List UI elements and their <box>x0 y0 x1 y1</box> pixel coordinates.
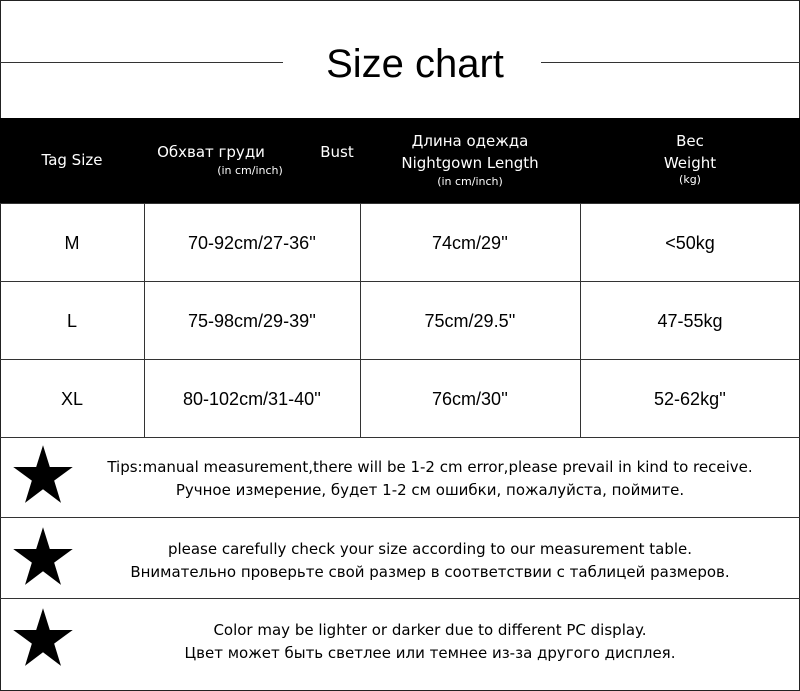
table-header <box>0 118 800 203</box>
column-divider <box>144 203 145 437</box>
title-rule-left <box>0 62 283 63</box>
star-icon <box>12 526 74 588</box>
page-title: Size chart <box>326 42 504 86</box>
note-text-ru: Ручное измерение, будет 1-2 см ошибки, пожалуйста, поймите. <box>175 481 685 499</box>
header-length-ru: Длина одежда <box>411 132 529 150</box>
note-row <box>0 517 800 599</box>
cell-weight: 47-55kg <box>657 310 723 331</box>
note-text-ru: Внимательно проверьте свой размер в соответствии с таблицей размеров. <box>130 563 730 581</box>
header-length-en: Nightgown Length <box>401 154 539 172</box>
cell-length: 74cm/29'' <box>432 232 508 253</box>
column-divider <box>580 203 581 437</box>
table-row <box>0 359 800 438</box>
cell-size: L <box>66 310 77 331</box>
header-bust-ru: Обхват груди <box>157 143 265 161</box>
header-tag-size: Tag Size <box>41 151 103 169</box>
note-row <box>0 598 800 690</box>
header-weight-unit: (kg) <box>679 173 701 186</box>
note-text-en: please carefully check your size according to our measurement table. <box>167 540 693 558</box>
header-bust-en: Bust <box>320 143 354 161</box>
cell-bust: 80-102cm/31-40'' <box>183 388 321 409</box>
cell-weight: <50kg <box>665 232 715 253</box>
header-weight-ru: Вес <box>676 132 704 150</box>
cell-length: 76cm/30'' <box>432 388 508 409</box>
table-row <box>0 203 800 282</box>
header-bust-unit: (in cm/inch) <box>217 164 283 177</box>
note-row <box>0 437 800 518</box>
note-text-ru: Цвет может быть светлее или темнее из-за другого дисплея. <box>184 644 676 662</box>
table-row <box>0 281 800 360</box>
star-icon <box>12 444 74 506</box>
column-divider <box>360 203 361 437</box>
cell-bust: 70-92cm/27-36'' <box>188 232 316 253</box>
header-weight-en: Weight <box>663 154 717 172</box>
note-text-en: Color may be lighter or darker due to different PC display. <box>213 621 647 639</box>
cell-length: 75cm/29.5'' <box>424 310 516 331</box>
star-icon <box>12 607 74 669</box>
cell-bust: 75-98cm/29-39'' <box>188 310 316 331</box>
title-rule-right <box>541 62 800 63</box>
note-text-en: Tips:manual measurement,there will be 1-2 cm error,please prevail in kind to receive. <box>107 458 753 476</box>
header-length-unit: (in cm/inch) <box>437 175 503 188</box>
cell-size: XL <box>60 388 84 409</box>
cell-weight: 52-62kg'' <box>654 388 726 409</box>
cell-size: M <box>64 232 80 253</box>
title-area <box>0 0 800 118</box>
